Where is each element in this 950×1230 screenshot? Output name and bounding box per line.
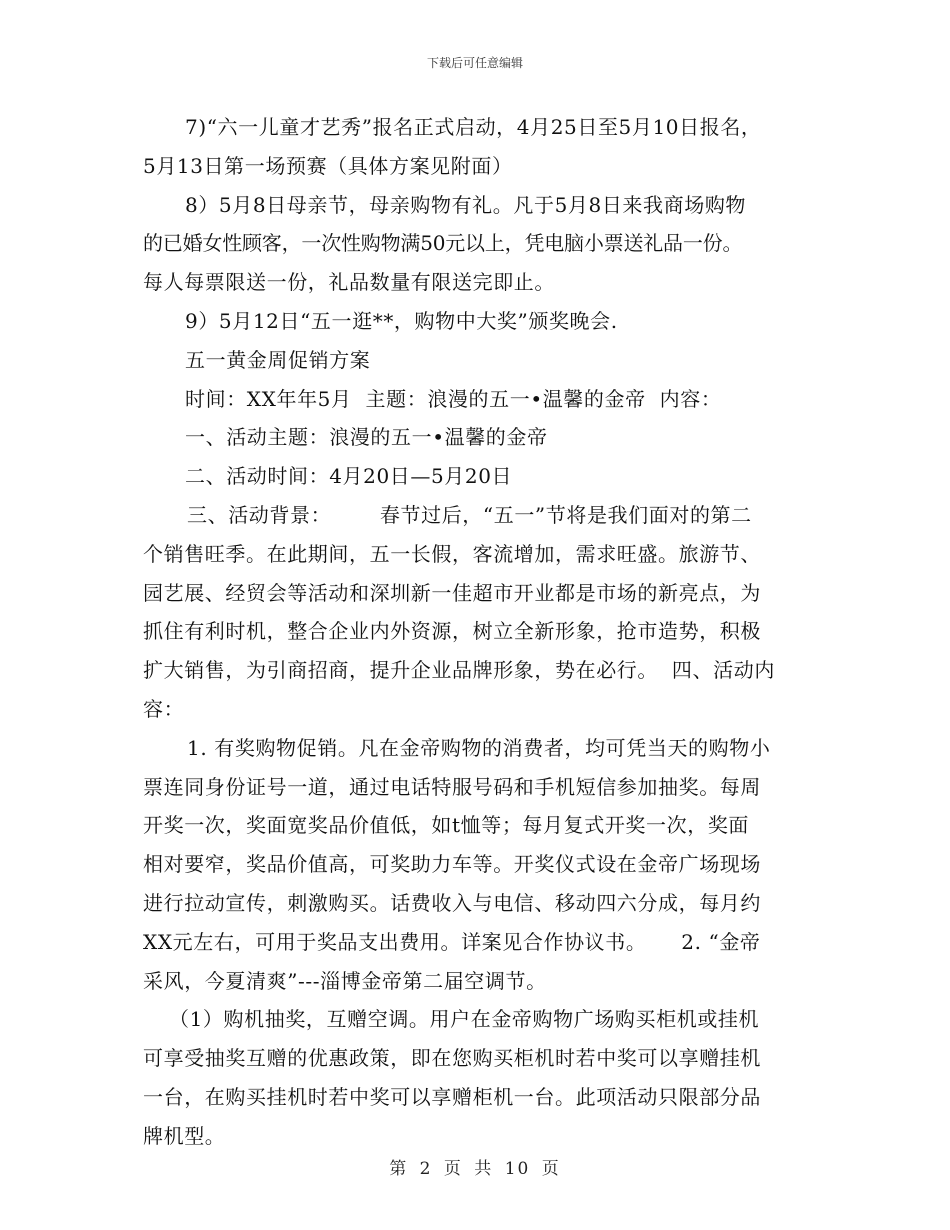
page-footer: 第 2 页 共 10 页 [389,1159,561,1179]
paragraph-line: 容： [143,696,185,721]
header-note: 下载后可任意编辑 [426,56,523,70]
paragraph-line: XX元左右，可用于奖品支出费用。详案见合作协议书。 2. “金帝 [143,929,761,954]
paragraph-line: 9）5月12日“五一逛**，购物中大奖”颁奖晚会. [185,308,618,333]
paragraph-line: 可享受抽奖互赠的优惠政策，即在您购买柜机时若中奖可以享赠挂机 [143,1046,761,1071]
paragraph-line: 时间：XX年年5月 主题：浪漫的五一•温馨的金帝 内容： [185,386,722,411]
paragraph-line: 7)“六一儿童才艺秀”报名正式启动，4月25日至5月10日报名， [185,115,762,139]
paragraph-line: 采风，今夏清爽”---淄博金帝第二届空调节。 [143,968,547,993]
paragraph-line: 1. 有奖购物促销。凡在金帝购物的消费者，均可凭当天的购物小 [187,735,771,760]
paragraph-line: 二、活动时间：4月20日—5月20日 [185,464,513,489]
paragraph-line: 开奖一次，奖面宽奖品价值低，如t恤等；每月复式开奖一次，奖面 [143,813,750,838]
paragraph-line: 园艺展、经贸会等活动和深圳新一佳超市开业都是市场的新亮点，为 [143,580,761,605]
paragraph-line: 的已婚女性顾客，一次性购物满50元以上，凭电脑小票送礼品一份。 [143,231,743,256]
paragraph-line: 个销售旺季。在此期间，五一长假，客流增加，需求旺盛。旅游节、 [143,541,761,566]
paragraph-line: 每人每票限送一份，礼品数量有限送完即止。 [143,270,555,295]
paragraph-line: 三、活动背景： 春节过后，“五一”节将是我们面对的第二 [187,502,752,527]
paragraph-line: 一台，在购买挂机时若中奖可以享赠柜机一台。此项活动只限部分品 [143,1084,761,1109]
paragraph-line: 票连同身份证号一道，通过电话特服号码和手机短信参加抽奖。每周 [143,774,761,799]
paragraph-line: 5月13日第一场预赛（具体方案见附面） [143,153,513,178]
section-title: 五一黄金周促销方案 [185,347,371,372]
paragraph-line: 8）5月8日母亲节，母亲购物有礼。凡于5月8日来我商场购物 [185,192,747,217]
paragraph-line: 相对要窄，奖品价值高，可奖助力车等。开奖仪式设在金帝广场现场 [143,852,761,877]
paragraph-line: 抓住有利时机，整合企业内外资源，树立全新形象，抢市造势，积极 [143,619,761,644]
document-body [143,108,811,1156]
paragraph-line: 牌机型。 [143,1123,226,1148]
paragraph-line: 进行拉动宣传，刺激购买。话费收入与电信、移动四六分成，每月约 [143,890,761,915]
paragraph-line: （1）购机抽奖，互赠空调。用户在金帝购物广场购买柜机或挂机 [169,1007,760,1032]
paragraph-line: 扩大销售，为引商招商，提升企业品牌形象，势在必行。 四、活动内 [143,658,775,683]
paragraph-line: 一、活动主题：浪漫的五一•温馨的金帝 [185,425,548,450]
